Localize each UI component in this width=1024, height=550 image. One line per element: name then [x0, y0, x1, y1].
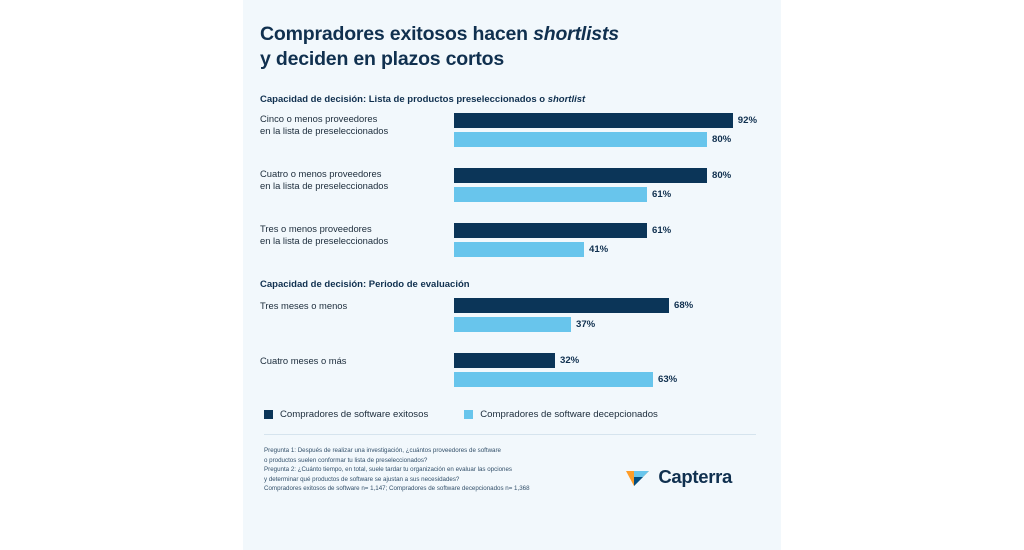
source-notes — [264, 446, 530, 494]
bar-row — [454, 132, 757, 147]
group-bars — [454, 223, 757, 257]
group-bars — [454, 168, 757, 202]
bar-value-label: 68% — [674, 299, 694, 311]
group-label-line1: Tres meses o menos — [260, 299, 348, 311]
bar-successful — [454, 168, 707, 183]
group-label — [260, 223, 435, 248]
bar-row — [454, 223, 757, 238]
bar-successful — [454, 223, 647, 238]
bar-value-label: 80% — [712, 133, 732, 145]
bar-value-label: 61% — [652, 224, 672, 236]
group-label — [260, 355, 435, 368]
bar-disappointed — [454, 132, 707, 147]
bar-value-label: 92% — [737, 114, 757, 126]
group-bars — [454, 298, 757, 332]
page-title — [260, 22, 757, 72]
legend-item-disappointed — [464, 409, 658, 420]
capterra-logo — [625, 466, 732, 488]
group-bars — [454, 353, 757, 387]
legend-swatch-icon — [464, 410, 473, 419]
bar-successful — [454, 353, 555, 368]
legend-item-successful — [264, 409, 428, 420]
bar-row — [454, 372, 757, 387]
title-line2: y deciden en plazos cortos — [260, 47, 505, 70]
group-label — [260, 168, 435, 193]
note-line-2: o productos suelen conformar tu lista de preseleccionados? — [264, 456, 428, 464]
group-label-line2: en la lista de preseleccionados — [260, 125, 389, 137]
chart-group — [260, 353, 757, 387]
bar-successful — [454, 298, 669, 313]
bar-value-label: 32% — [560, 354, 580, 366]
infographic-card — [243, 0, 781, 550]
bar-row — [454, 298, 757, 313]
bar-row — [454, 187, 757, 202]
capterra-arrow-icon — [625, 466, 651, 488]
bar-value-label: 37% — [576, 318, 596, 330]
title-line1-part1: Compradores exitosos hacen — [260, 23, 534, 45]
bar-row — [454, 353, 757, 368]
bar-value-label: 41% — [589, 243, 609, 255]
bar-row — [454, 242, 757, 257]
capterra-wordmark: Capterra — [658, 465, 732, 487]
bar-value-label: 61% — [652, 188, 672, 200]
group-bars — [454, 113, 757, 147]
section-heading-evaluation: Capacidad de decisión: Periodo de evaluación — [260, 278, 470, 290]
note-line-1: Pregunta 1: Después de realizar una investigación, ¿cuántos proveedores de software — [264, 446, 501, 454]
section1-italic: shortlist — [547, 93, 586, 105]
note-line-5: Compradores exitosos de software n= 1,147; Compradores de software decepcionados n= 1,368 — [264, 485, 530, 493]
section1-text: Capacidad de decisión: Lista de productos preseleccionados o — [260, 93, 548, 105]
group-label-line1: Cinco o menos proveedores — [260, 112, 378, 124]
chart-group — [260, 168, 757, 215]
bar-value-label: 63% — [658, 373, 678, 385]
title-line1-part2: shortlists — [533, 23, 619, 45]
bar-row — [454, 113, 757, 128]
bar-disappointed — [454, 242, 584, 257]
chart-group — [260, 113, 757, 160]
note-line-3: Pregunta 2: ¿Cuánto tiempo, en total, suele tardar tu organización en evaluar las opciones — [264, 466, 512, 474]
footer — [264, 446, 757, 494]
section-heading-shortlist — [260, 94, 757, 105]
group-label-line1: Tres o menos proveedores — [260, 222, 372, 234]
group-label — [260, 300, 435, 313]
bar-successful — [454, 113, 733, 128]
chart-group — [260, 298, 757, 345]
legend-label: Compradores de software exitosos — [280, 408, 429, 420]
group-label-line1: Cuatro o menos proveedores — [260, 167, 382, 179]
legend-swatch-icon — [264, 410, 273, 419]
group-label — [260, 113, 435, 138]
legend-label: Compradores de software decepcionados — [480, 408, 658, 420]
bar-row — [454, 168, 757, 183]
footer-divider — [264, 434, 756, 435]
group-label-line1: Cuatro meses o más — [260, 354, 347, 366]
bar-disappointed — [454, 372, 653, 387]
card-content — [243, 0, 781, 550]
bar-disappointed — [454, 317, 571, 332]
note-line-4: y determinar qué productos de software se ajustan a sus necesidades? — [264, 475, 460, 483]
bar-disappointed — [454, 187, 647, 202]
group-label-line2: en la lista de preseleccionados — [260, 235, 389, 247]
chart-group — [260, 223, 757, 257]
chart-legend — [264, 409, 757, 420]
bar-row — [454, 317, 757, 332]
bar-value-label: 80% — [712, 169, 732, 181]
group-label-line2: en la lista de preseleccionados — [260, 180, 389, 192]
